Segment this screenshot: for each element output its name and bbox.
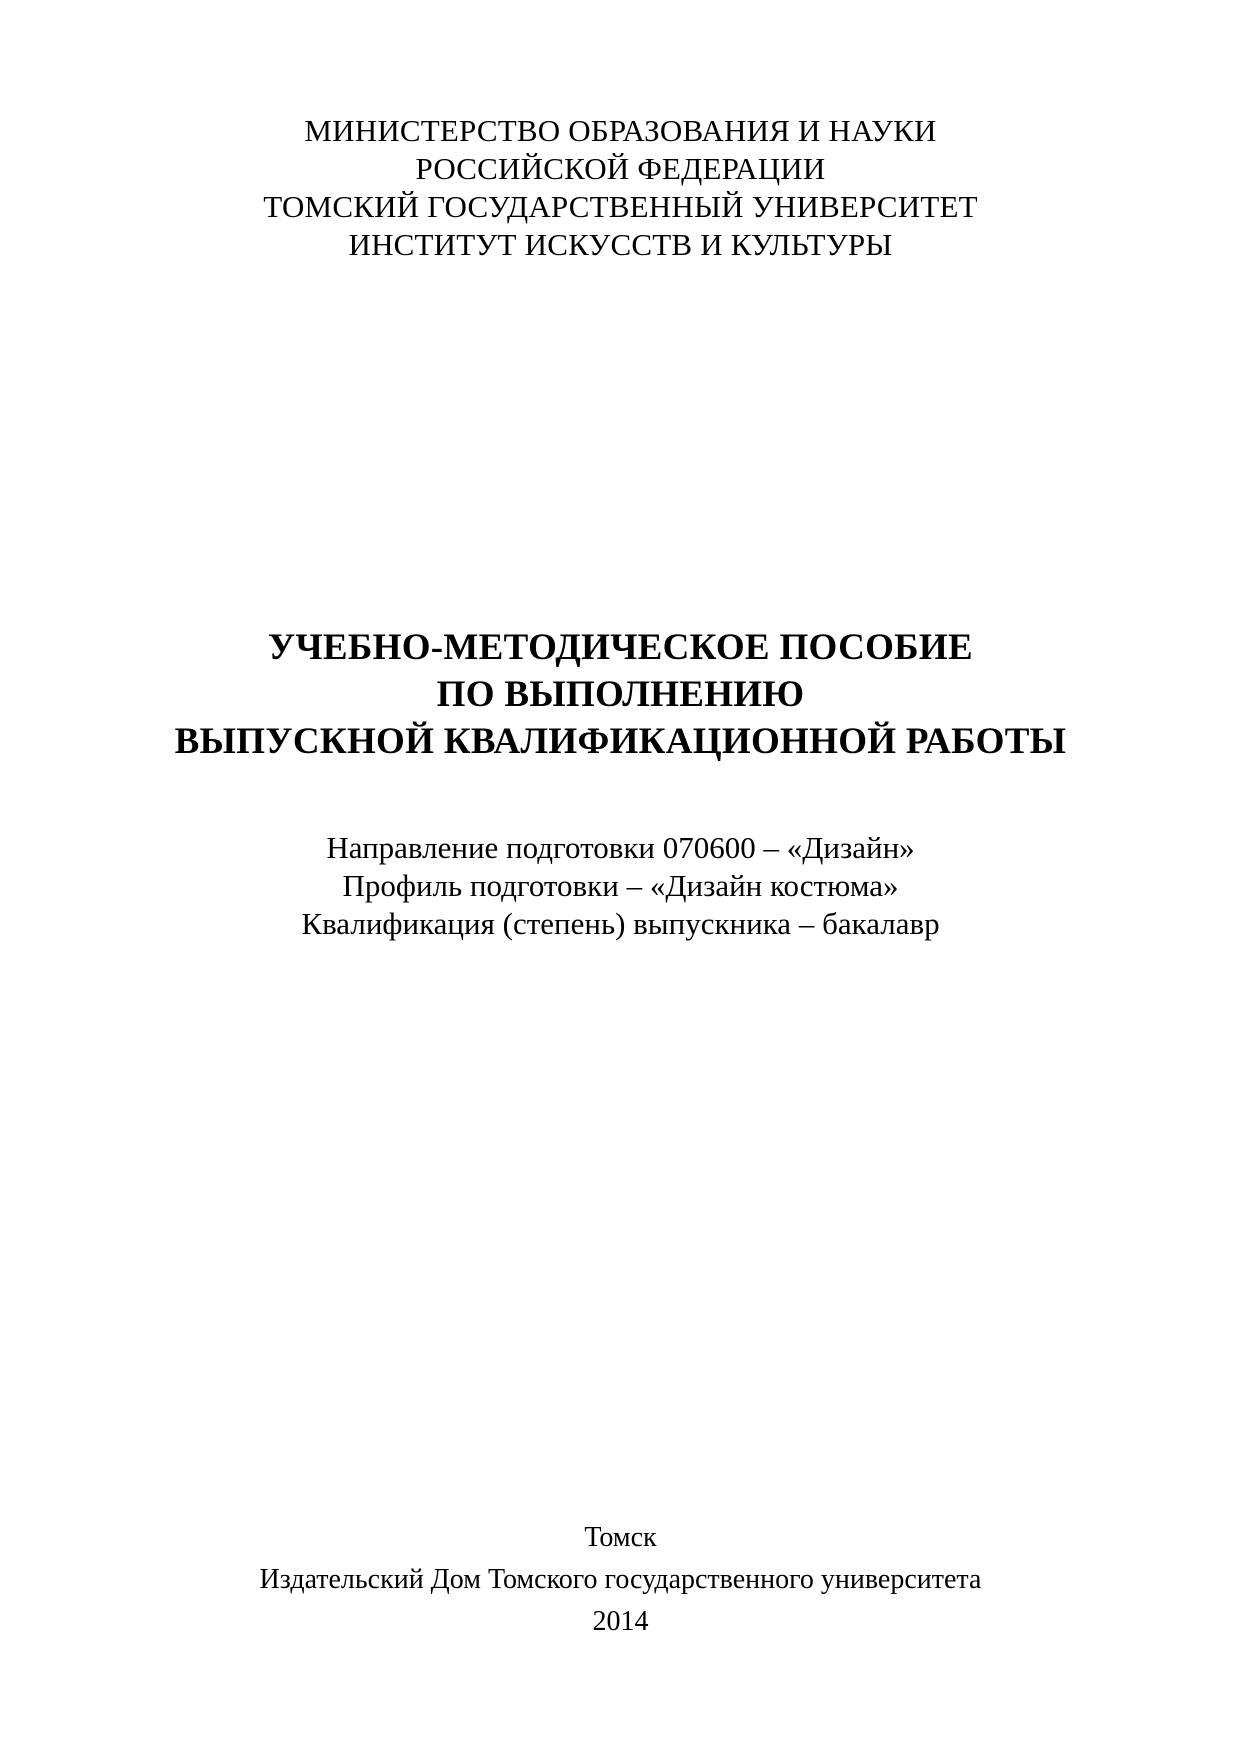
- imprint-year: 2014: [592, 1606, 649, 1637]
- header-line-university: ТОМСКИЙ ГОСУДАРСТВЕННЫЙ УНИВЕРСИТЕТ: [263, 189, 978, 224]
- header-line-institute: ИНСТИТУТ ИСКУССТВ И КУЛЬТУРЫ: [348, 227, 893, 262]
- header-line-federation: РОССИЙСКОЙ ФЕДЕРАЦИИ: [415, 151, 826, 186]
- imprint-city: Томск: [584, 1522, 657, 1553]
- institution-header: [0, 112, 1241, 264]
- title-line-2: ПО ВЫПОЛНЕНИЮ: [436, 674, 805, 715]
- imprint-publisher: Издательский Дом Томского государственного университета: [259, 1564, 982, 1595]
- program-details: [0, 829, 1241, 943]
- header-line-ministry: МИНИСТЕРСТВО ОБРАЗОВАНИЯ И НАУКИ: [304, 113, 937, 148]
- imprint: [0, 1517, 1241, 1643]
- title-line-1: УЧЕБНО-МЕТОДИЧЕСКОЕ ПОСОБИЕ: [268, 627, 973, 668]
- title-line-3: ВЫПУСКНОЙ КВАЛИФИКАЦИОННОЙ РАБОТЫ: [174, 721, 1067, 762]
- document-title: [0, 624, 1241, 765]
- program-qualification: Квалификация (степень) выпускника – бакалавр: [301, 906, 940, 941]
- program-direction: Направление подготовки 070600 – «Дизайн»: [326, 830, 915, 865]
- program-profile: Профиль подготовки – «Дизайн костюма»: [342, 868, 899, 903]
